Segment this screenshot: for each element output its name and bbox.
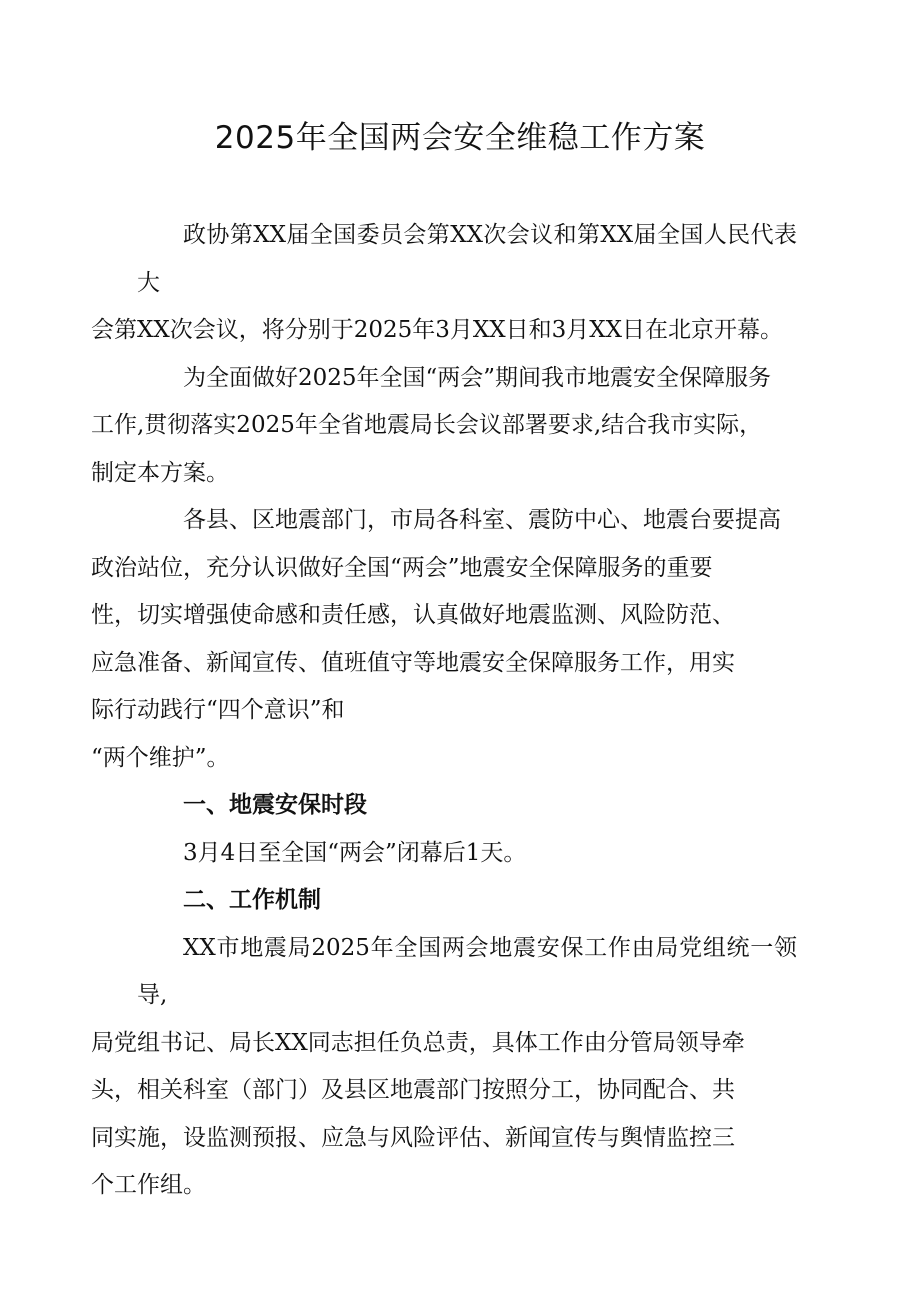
paragraph-period: 3月4日至全国“两会”闭幕后1天。 xyxy=(183,839,527,866)
text-line: 政治站位，充分认识做好全国“两会”地震安全保障服务的重要 xyxy=(91,554,713,581)
document-body xyxy=(91,212,797,1210)
text-line: 为全面做好2025年全国“两会”期间我市地震安全保障服务 xyxy=(183,364,772,391)
paragraph-mechanism xyxy=(91,925,797,1210)
text-line: 各县、区地震部门，市局各科室、震防中心、地震台要提高 xyxy=(183,507,781,533)
paragraph-opening xyxy=(91,212,797,355)
document-title: 2025年全国两会安全维稳工作方案 xyxy=(214,120,706,156)
paragraph-purpose xyxy=(91,355,797,498)
text-line: 局党组书记、局长XX同志担任负总责，具体工作由分管局领导牵 xyxy=(91,1029,745,1056)
text-line: 同实施，设监测预报、应急与风险评估、新闻宣传与舆情监控三 xyxy=(91,1124,735,1151)
section-heading-mechanism: 二、工作机制 xyxy=(183,887,321,913)
text-line: XX市地震局2025年全国两会地震安保工作由局党组统一领导, xyxy=(137,934,797,1008)
text-line: 制定本方案。 xyxy=(91,459,229,486)
text-line: 性，切实增强使命感和责任感，认真做好地震监测、风险防范、 xyxy=(91,602,735,628)
section-heading-period: 一、地震安保时段 xyxy=(183,792,367,818)
text-line: 个工作组。 xyxy=(91,1172,206,1198)
text-line: 应急准备、新闻宣传、值班值守等地震安全保障服务工作，用实 xyxy=(91,649,735,676)
text-line: 会第XX次会议，将分别于2025年3月XX日和3月XX日在北京开幕。 xyxy=(91,317,784,343)
text-line: 工作,贯彻落实2025年全省地震局长会议部署要求,结合我市实际， xyxy=(91,412,763,438)
text-line: 际行动践行“四个意识”和 xyxy=(91,697,345,723)
text-line: “两个维护”。 xyxy=(91,744,230,771)
paragraph-requirements xyxy=(91,497,797,782)
text-line: 政协第XX届全国委员会第XX次会议和第XX届全国人民代表大 xyxy=(137,222,797,296)
text-line: 头，相关科室（部门）及县区地震部门按照分工，协同配合、共 xyxy=(91,1077,735,1103)
